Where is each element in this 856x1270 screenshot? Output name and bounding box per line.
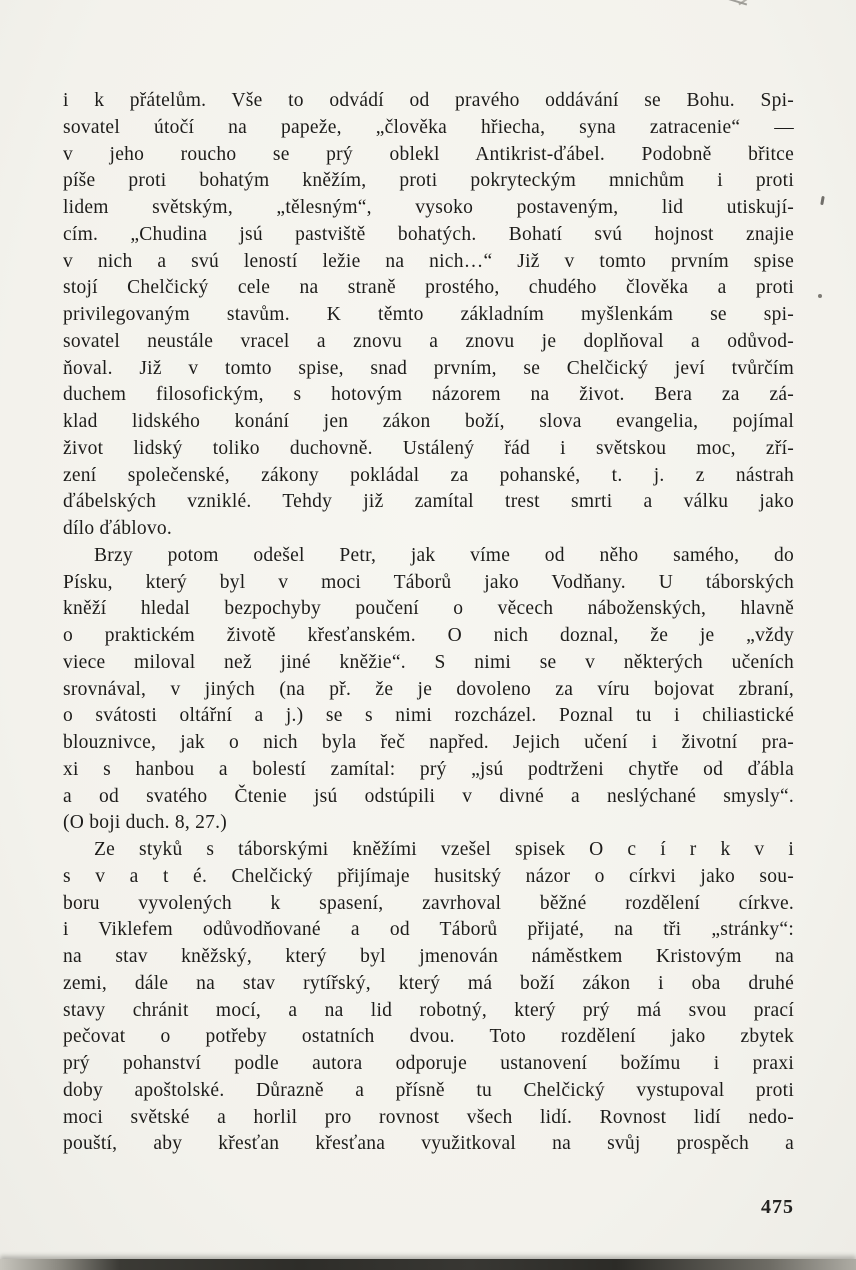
text-line: Ze styků s táborskými kněžími vzešel spisek O c í r k v i [94, 839, 794, 860]
text-line: o svátosti oltářní a j.) se s nimi rozcházel. Poznal tu i chiliastické [63, 705, 794, 727]
scan-speck [820, 196, 825, 205]
text-line: stojí Chelčický cele na straně prostého, chudého člověka a proti [63, 277, 794, 299]
text-line: o praktickém životě křesťanském. O nich doznal, že je „vždy [63, 625, 794, 646]
text-line: stavy chránit mocí, a na lid robotný, který prý má svou prací [63, 999, 794, 1021]
text-line: Brzy potom odešel Petr, jak víme od něho samého, do [94, 544, 794, 566]
text-line: píše proti bohatým kněžím, proti pokryteckým mnichům i proti [63, 170, 794, 192]
text-line: Písku, který byl v moci Táborů jako Vodňany. U táborských [63, 571, 794, 593]
text-line: v nich a svú leností ležie na nich…“ Již v tomto prvním spise [63, 250, 794, 272]
text-line: cím. „Chudina jsú pastviště bohatých. Bohatí svú hojnost znajie [63, 223, 794, 245]
text-line: moci světské a horlil pro rovnost všech lidí. Rovnost lidí nedo- [63, 1106, 794, 1128]
text-line: doby apoštolské. Důrazně a přísně tu Chelčický vystupoval proti [63, 1079, 794, 1101]
text-line: v jeho roucho se prý oblekl Antikrist-ďábel. Podobně břitce [63, 143, 794, 165]
text-line: pouští, aby křesťan křesťana využitkoval na svůj prospěch a [63, 1133, 794, 1155]
text-line: (O boji duch. 8, 27.) [63, 812, 227, 834]
text-line: a od svatého Čtenie jsú odstúpili v divné a neslýchané smysly“. [63, 785, 794, 807]
scan-bottom-edge [0, 1259, 856, 1270]
text-line: sovatel útočí na papeže, „člověka hřiecha, syna zatracenie“ — [63, 116, 794, 138]
text-line: prý pohanství podle autora odporuje ustanovení božímu i praxi [63, 1053, 794, 1074]
text-line: viece miloval než jiné kněžie“. S nimi se v některých učeních [63, 651, 794, 673]
text-line: dílo ďáblovo. [63, 518, 173, 539]
text-line: lidem světským, „tělesným“, vysoko postaveným, lid utiskují- [63, 197, 794, 218]
text-line: život lidský toliko duchovně. Ustálený řád i světskou moc, zří- [63, 437, 794, 459]
text-line: na stav kněžský, který byl jmenován náměstkem Kristovým na [63, 946, 794, 967]
text-line: zení společenské, zákony pokládal za pohanské, t. j. z nástrah [63, 464, 794, 486]
text-line: blouznivce, jak o nich byla řeč napřed. Jejich učení i životní pra- [63, 732, 794, 753]
text-line: xi s hanbou a bolestí zamítal: prý „jsú podtrženi chytře od ďábla [63, 758, 794, 780]
text-line: s v a t é. Chelčický přijímaje husitský názor o církvi jako sou- [63, 865, 794, 887]
text-line: srovnával, v jiných (na př. že je dovoleno za víru bojovat zbraní, [63, 678, 794, 700]
text-line: duchem filosofickým, s hotovým názorem na život. Bera za zá- [63, 384, 794, 406]
text-line: i k přátelům. Vše to odvádí od pravého oddávání se Bohu. Spi- [63, 90, 794, 111]
scan-speck [818, 294, 822, 298]
text-line: klad lidského konání jen zákon boží, slova evangelia, pojímal [63, 411, 794, 432]
book-page-text [63, 88, 794, 1158]
text-line: privilegovaným stavům. K těmto základním myšlenkám se spi- [63, 304, 794, 325]
text-line: boru vyvolených k spasení, zavrhoval běžné rozdělení církve. [63, 892, 794, 914]
text-line: zemi, dále na stav rytířský, který má boží zákon i oba druhé [63, 972, 794, 994]
text-line: ďábelských vzniklé. Tehdy již zamítal trest smrti a válku jako [63, 491, 794, 513]
text-line: sovatel neustále vracel a znovu a znovu je doplňoval a odůvod- [63, 330, 794, 352]
page-number: 475 [761, 1196, 794, 1218]
text-line: ňoval. Již v tomto spise, snad prvním, se Chelčický jeví tvůrčím [63, 357, 794, 379]
text-line: kněží hledal bezpochyby poučení o věcech náboženských, hlavně [63, 598, 794, 620]
text-line: i Viklefem odůvodňované a od Táborů přijaté, na tři „stránky“: [63, 919, 794, 941]
text-line: pečovat o potřeby ostatních dvou. Toto rozdělení jako zbytek [63, 1026, 794, 1048]
